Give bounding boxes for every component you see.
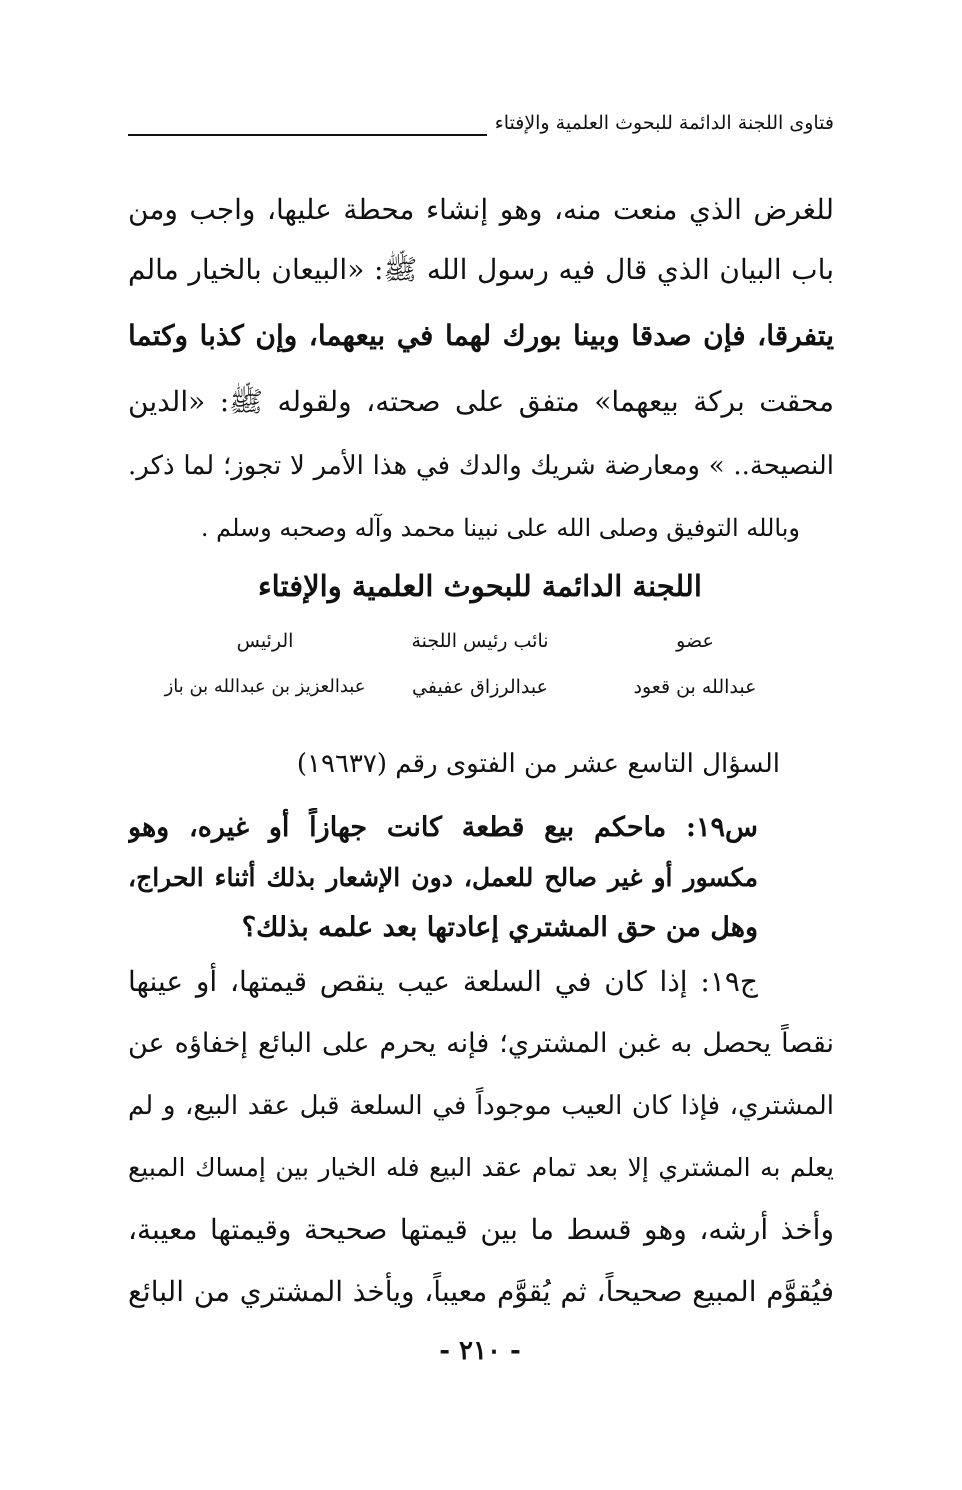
name-deputy: عبدالرزاق عفيفي	[412, 676, 548, 698]
running-header	[128, 110, 834, 150]
question-intro: السؤال التاسع عشر من الفتوى رقم (١٩٦٣٧)	[296, 749, 780, 779]
question-line-3: وهل من حق المشتري إعادتها بعد علمه بذلك؟	[241, 912, 758, 943]
answer-line-2: نقصاً يحصل به غبن المشتري؛ فإنه يحرم على البائع إخفاؤه عن	[128, 1028, 834, 1059]
body-line-4: محقت بركة بيعهما» متفق على صحته، ولقوله ﷺ: «الدين	[128, 385, 834, 418]
answer-line-1: ج١٩: إذا كان في السلعة عيب ينقص قيمتها، أو عينها	[128, 965, 758, 998]
answer-line-4: يعلم به المشتري إلا بعد تمام عقد البيع فله الخيار بين إمساك المبيع	[128, 1153, 834, 1182]
name-member: عبدالله بن قعود	[633, 676, 757, 698]
title-member: عضو	[676, 630, 714, 652]
body-line-3: يتفرقا، فإن صدقا وبينا بورك لهما في بيعهما، وإن كذبا وكتما	[128, 319, 834, 352]
committee-heading: اللجنة الدائمة للبحوث العلمية والإفتاء	[258, 569, 702, 603]
body-line-5: النصيحة.. » ومعارضة شريك والدك في هذا الأمر لا تجوز؛ لما ذكر.	[128, 451, 834, 481]
question-line-1: س١٩: ماحكم بيع قطعة كانت جهازاً أو غيره، وهو	[128, 812, 758, 843]
title-president: الرئيس	[236, 630, 294, 652]
page-number: - ٢١٠ -	[439, 1336, 521, 1366]
header-title: فتاوى اللجنة الدائمة للبحوث العلمية والإفتاء	[487, 110, 834, 136]
signature-titles	[160, 628, 800, 658]
name-president: عبدالعزيز بن عبدالله بن باز	[164, 676, 366, 697]
signature-names	[160, 674, 800, 704]
answer-line-6: فيُقوَّم المبيع صحيحاً، ثم يُقوَّم معيباً، ويأخذ المشتري من البائع	[128, 1275, 834, 1308]
answer-line-5: وأخذ أرشه، وهو قسط ما بين قيمتها صحيحة وقيمتها معيبة،	[128, 1213, 834, 1246]
closing-line: وبالله التوفيق وصلى الله على نبينا محمد وآله وصحبه وسلم .	[200, 514, 800, 542]
title-deputy: نائب رئيس اللجنة	[411, 630, 549, 652]
question-line-2: مكسور أو غير صالح للعمل، دون الإشعار بذلك أثناء الحراج،	[128, 863, 758, 892]
body-line-1: للغرض الذي منعت منه، وهو إنشاء محطة عليها، واجب ومن	[128, 193, 834, 226]
header-rule	[128, 134, 488, 136]
answer-line-3: المشتري، فإذا كان العيب موجوداً في السلعة قبل عقد البيع، و لم	[128, 1091, 834, 1121]
body-line-2: باب البيان الذي قال فيه رسول الله ﷺ: «البيعان بالخيار مالم	[128, 253, 834, 286]
